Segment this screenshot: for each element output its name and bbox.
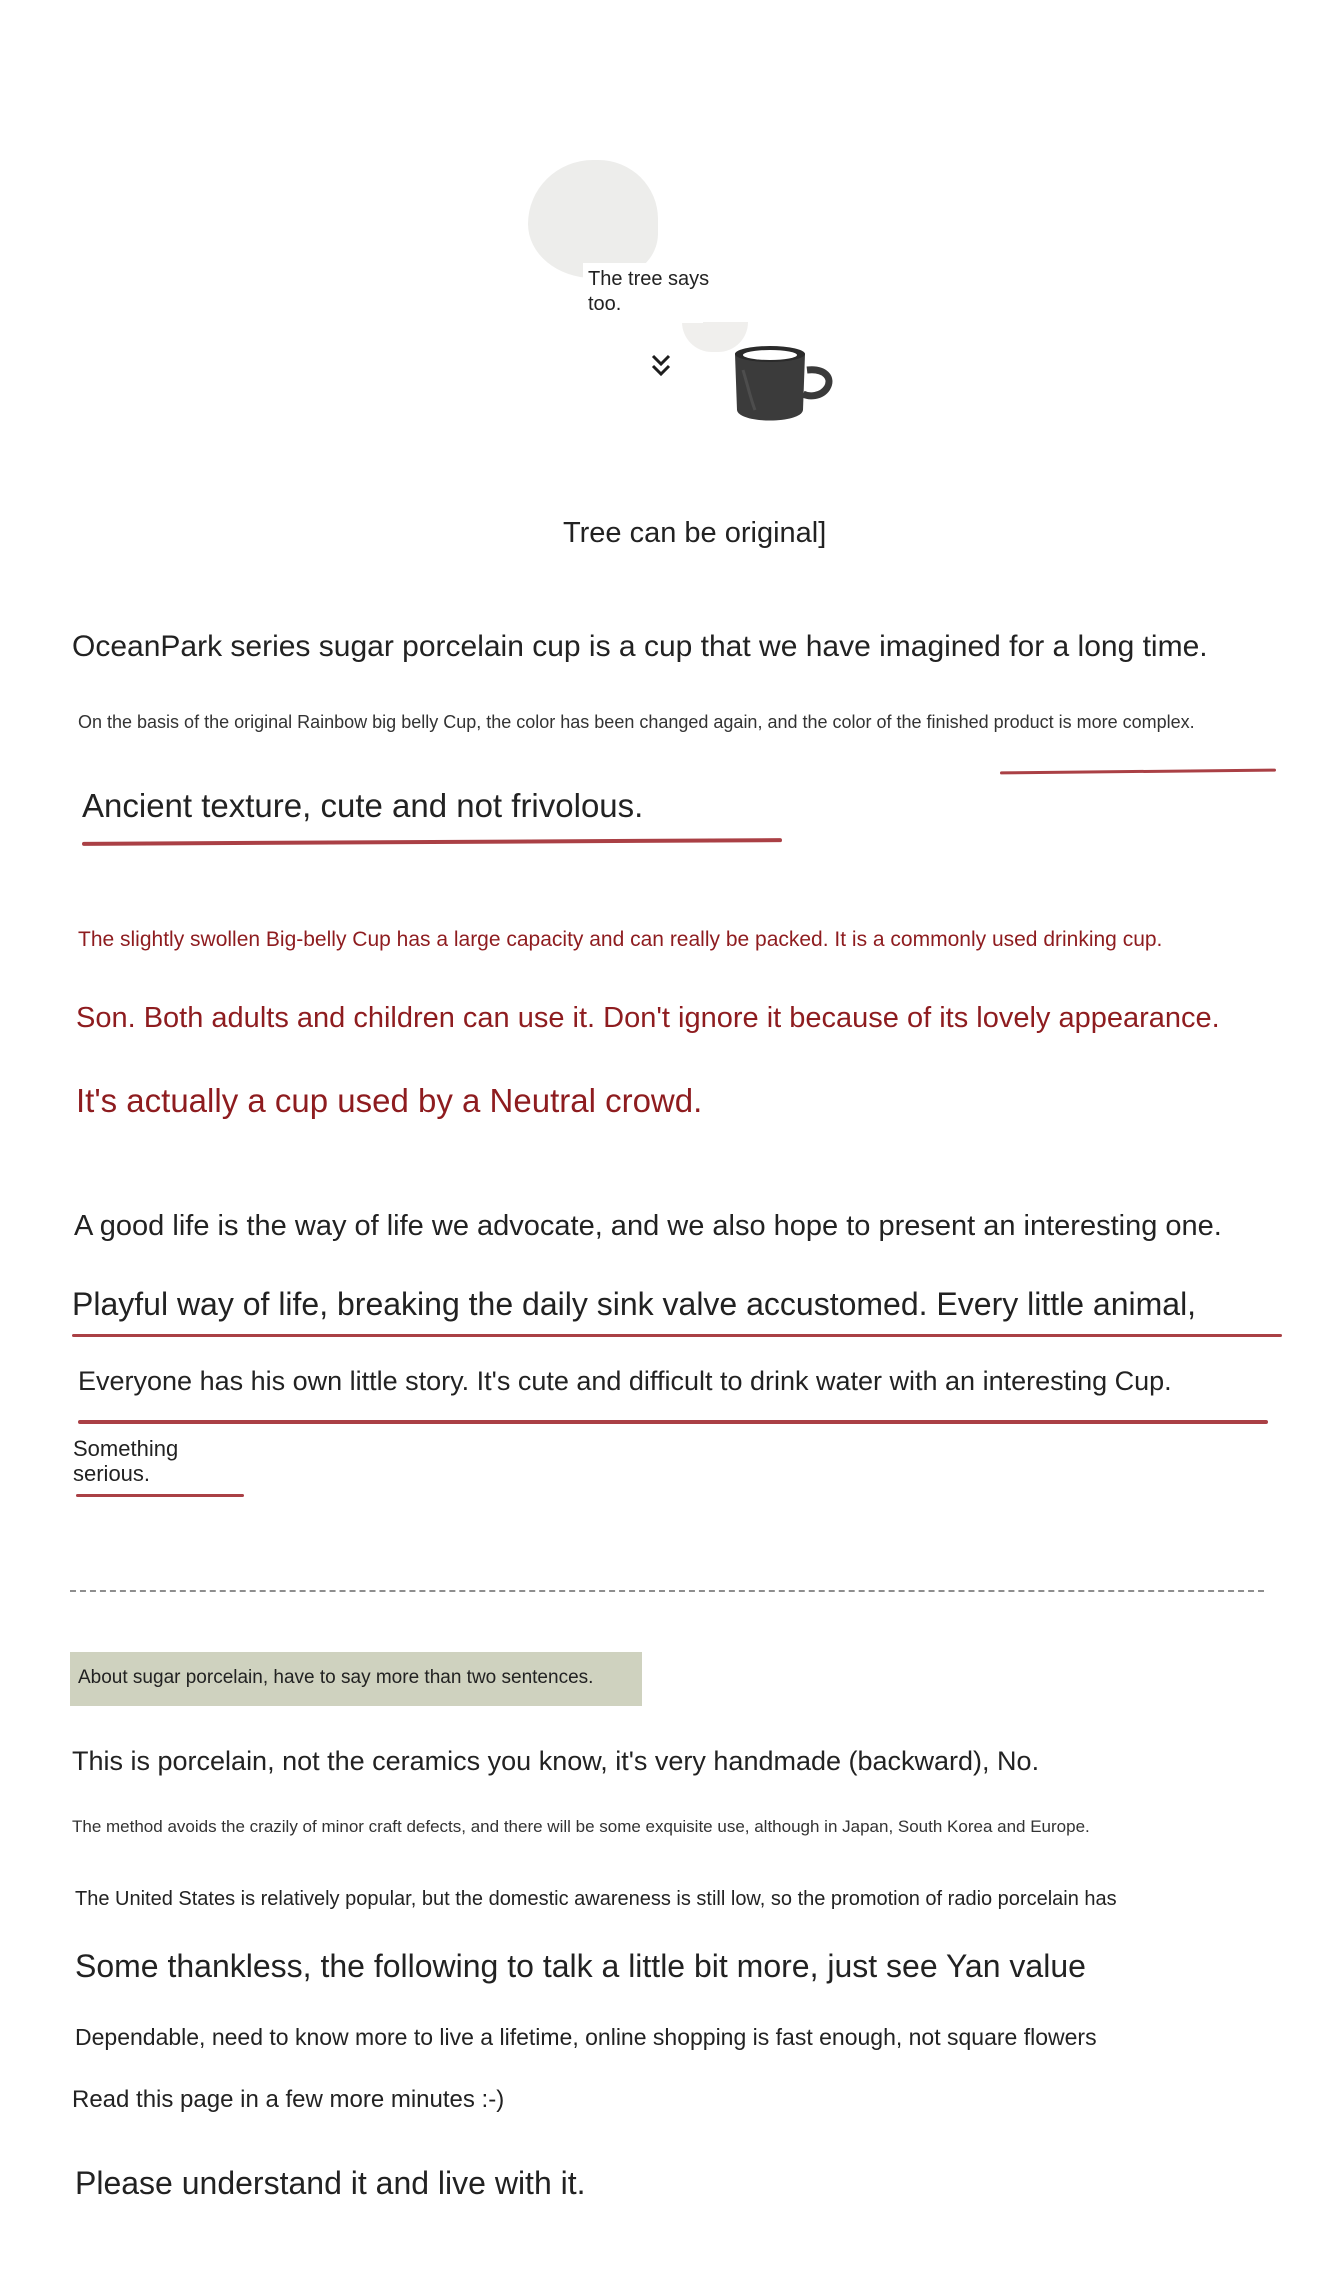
hero-subtitle: Tree can be original] bbox=[563, 517, 827, 549]
section1-heading: OceanPark series sugar porcelain cup is a cup that we have imagined for a long time. bbox=[72, 630, 1208, 663]
section4-p5: Dependable, need to know more to live a lifetime, online shopping is fast enough, not square flowers bbox=[75, 2024, 1097, 2050]
section4-p2: The method avoids the crazily of minor craft defects, and there will be some exquisite use, although in Japan, South Korea and Europe. bbox=[72, 1817, 1090, 1836]
section1-note: On the basis of the original Rainbow big belly Cup, the color has been changed again, and the color of the finished product is more complex. bbox=[78, 712, 1195, 732]
red-underline-stroke bbox=[1000, 769, 1276, 775]
section4-p1: This is porcelain, not the ceramics you know, it's very handmade (backward), No. bbox=[72, 1746, 1040, 1776]
red-underline-stroke bbox=[76, 1494, 244, 1497]
double-chevron-down-icon bbox=[650, 352, 672, 386]
section3-line4b: serious. bbox=[73, 1461, 151, 1486]
section3-line2: Playful way of life, breaking the daily sink valve accustomed. Every little animal, bbox=[72, 1286, 1197, 1322]
section3-line1: A good life is the way of life we advocate, and we also hope to present an interesting one. bbox=[74, 1210, 1222, 1242]
section3-line3: Everyone has his own little story. It's cute and difficult to drink water with an interesting Cup. bbox=[78, 1366, 1172, 1396]
section4-p7: Please understand it and live with it. bbox=[75, 2165, 586, 2201]
dashed-divider bbox=[70, 1590, 1264, 1592]
section4-p4: Some thankless, the following to talk a little bit more, just see Yan value bbox=[75, 1948, 1086, 1984]
speech-bubble-icon bbox=[528, 160, 658, 278]
section4-label: About sugar porcelain, have to say more than two sentences. bbox=[78, 1667, 594, 1688]
section2-line2: Son. Both adults and children can use it. Don't ignore it because of its lovely appearance. bbox=[76, 1002, 1220, 1034]
bubble-text-line2: too. bbox=[588, 293, 622, 315]
bubble-text-line1: The tree says bbox=[588, 268, 710, 290]
red-underline-stroke bbox=[82, 838, 782, 846]
section3-line4a: Something bbox=[73, 1436, 179, 1461]
section2-line3: It's actually a cup used by a Neutral crowd. bbox=[76, 1082, 703, 1119]
red-underline-stroke bbox=[78, 1420, 1268, 1424]
red-underline-stroke bbox=[72, 1334, 1282, 1337]
section4-p3: The United States is relatively popular, but the domestic awareness is still low, so the promotion of radio porcelain has bbox=[75, 1888, 1117, 1910]
section4-p6: Read this page in a few more minutes :-) bbox=[72, 2086, 505, 2113]
mug-icon bbox=[729, 340, 839, 430]
section2-line1: The slightly swollen Big-belly Cup has a large capacity and can really be packed. It is a commonly used drinking cup. bbox=[78, 928, 1163, 951]
section1-highlight: Ancient texture, cute and not frivolous. bbox=[82, 787, 644, 824]
